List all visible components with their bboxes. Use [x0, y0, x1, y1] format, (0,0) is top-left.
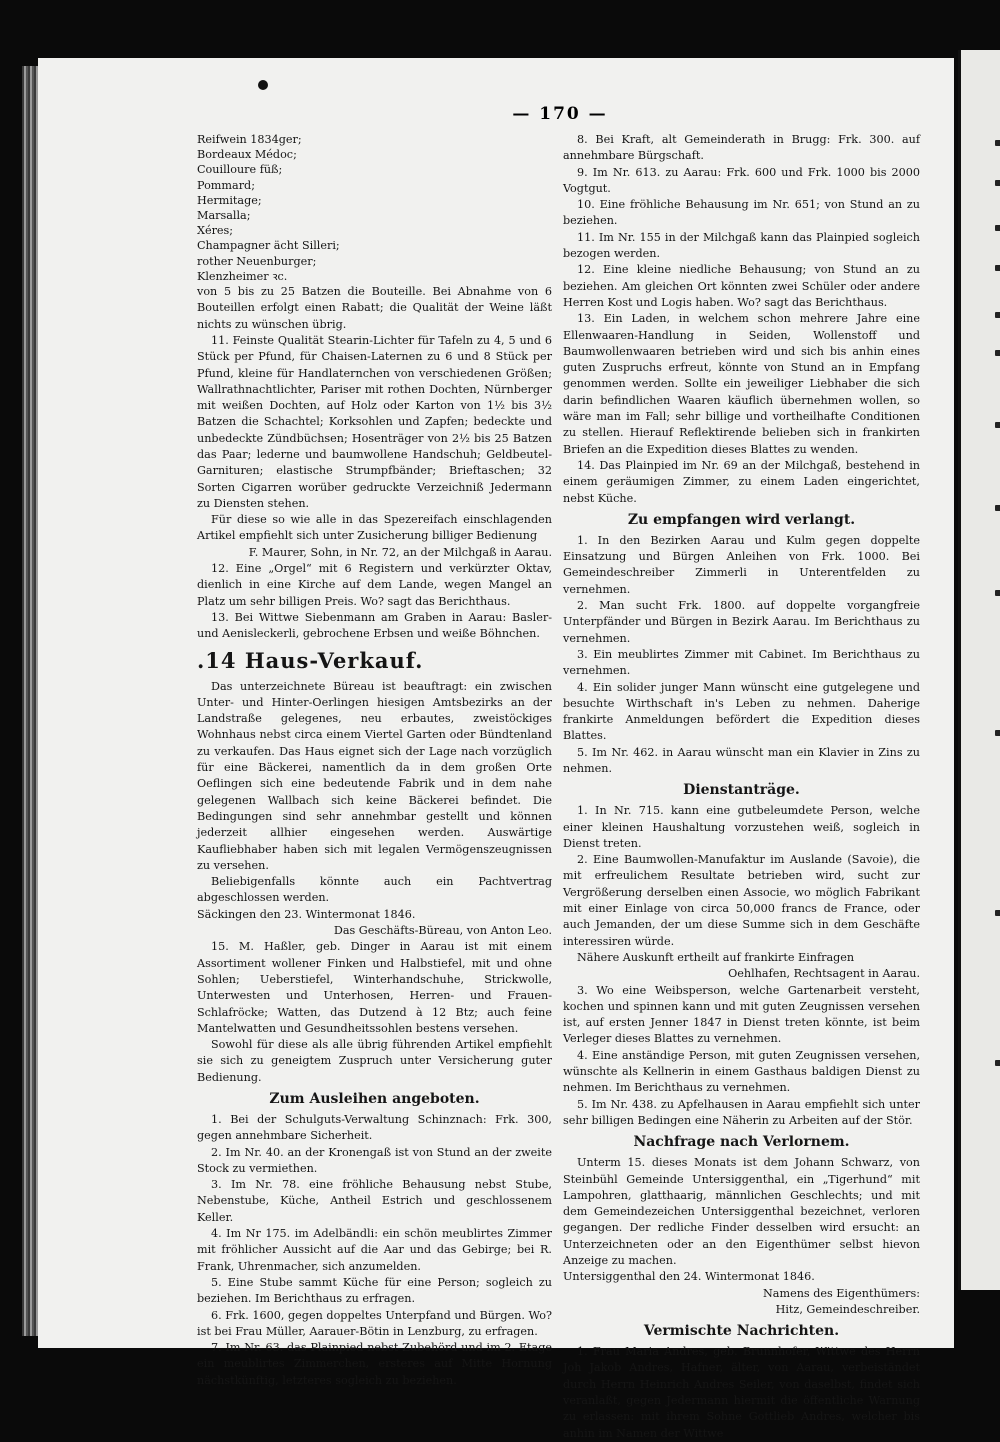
haus-verkauf-text: Das unterzeichnete Büreau ist beauftragt: ein zwischen Unter- und Hinter-Oerlingen hiesigen Amtsbezirks an der Landstraße gelegenes, neu erbautes, zweistöckiges Wohnhaus nebst circa einem Viertel Garten oder Bündtenland zu verkaufen. Das Haus eignet sich der Lage nach vorzüglich für eine Bäckerei, namentlich da in dem großen Orte Oeflingen sich eine bedeutende Fabrik und in dem nahe gelegenen Wallbach sich keine Bäckerei befindet. Die Bedingungen sind sehr annehmbar gestellt und können jederzeit allhier eingesehen werden. Auswärtige Kaufliebhaber haben sich mit legalen Vermögenszeugnissen zu versehen. — [197, 679, 552, 872]
empfangen-item: 2. Man sucht Frk. 1800. auf doppelte vorgangfreie Unterpfänder und Bürgen in Bezirk Aarau. Im Berichthaus zu vernehmen. — [563, 599, 920, 645]
notice-15-recommendation: Sowohl für diese als alle übrig führenden Artikel empfiehlt sie sich zu geneigtem Zuspruch unter Versicherung guter Bedienung. — [197, 1038, 552, 1084]
verloren-heading: Nachfrage nach Verlornem. — [633, 1134, 850, 1151]
dienst-heading: Dienstanträge. — [683, 782, 800, 799]
ausleihen-item: 6. Frk. 1600, gegen doppeltes Unterpfand und Bürgen. Wo? ist bei Frau Müller, Aarauer-Bötin in Lenzburg, zu erfragen. — [197, 1308, 552, 1338]
ausleihen-item: 2. Im Nr. 40. an der Kronengaß ist von Stund an der zweite Stock zu vermiethen. — [197, 1145, 552, 1175]
empfangen-item: 4. Ein solider junger Mann wünscht eine gutgelegene und besuchte Wirthschaft in's Leben zu nehmen. Daherige frankirte Anmeldungen befördert die Expedition dieses Blattes. — [563, 680, 920, 743]
ausleihen-item: 11. Im Nr. 155 in der Milchgaß kann das Plainpied sogleich bezogen werden. — [563, 230, 920, 261]
wine-price: von 5 bis zu 25 Batzen die Bouteille. Bei Abnahme von 6 Bouteillen erfolgt einen Rabatt; die Qualität der Weine läßt nichts zu wünschen übrig. — [197, 285, 552, 331]
empfangen-item: 1. In den Bezirken Aarau und Kulm gegen doppelte Einsatzung und Bürgen Anleihen von Frk. 1000. Bei Gemeindeschreiber Zimmerli in Unterentfelden zu vernehmen. — [563, 533, 920, 596]
ausleihen-heading: Zum Ausleihen angeboten. — [269, 1090, 480, 1107]
notice-11: 11. Feinste Qualität Stearin-Lichter für Tafeln zu 4, 5 und 6 Stück per Pfund, für Chaisen-Laternen zu 6 und 8 Stück per Pfund, kleine für Handlaternchen von verschiedenen Größen; Wallrathnachtlichter, Pariser mit rothen Dochten, Nürnberger mit weißen Dochten, auf Holz oder Karton von 1½ bis 3½ Batzen die Schachtel; Korksohlen und Zapfen; bedeckte und unbedeckte Zündbüchsen; Hosenträger von 2½ bis 25 Batzen das Paar; lederne und baumwollene Handschuh; Geldbeutel-Garnituren; elastische Strumpfbänder; Brieftaschen; 32 Sorten Cigarren worüber gedruckte Verzeichniß Jedermann zu Diensten stehen. — [197, 333, 552, 510]
dienst-item: 1. In Nr. 715. kann eine gutbeleumdete Person, welche einer kleinen Haushaltung vorzustehen weiß, sogleich in Dienst treten. — [563, 804, 920, 850]
ausleihen-item: 13. Ein Laden, in welchem schon mehrere Jahre eine Ellenwaaren-Handlung in Seiden, Wollenstoff und Baumwollenwaaren betrieben wird und sich bis anhin eines guten Zuspruchs erfreut, könnte von Stund an in Empfang genommen werden. Sollte ein jeweiliger Liebhaber die sich darin befindlichen Waaren käuflich übernehmen wollen, so wäre man im Fall; sehr billige und vortheilhafte Conditionen zu stellen. Hierauf Reflektirende belieben sich in frankirten Briefen an die Expedition dieses Blattes zu wenden. — [563, 312, 920, 456]
vermischte-heading: Vermischte Nachrichten. — [643, 1323, 840, 1340]
wine-item: rother Neuenburger; — [197, 254, 317, 268]
haus-verkauf-date: Säckingen den 23. Wintermonat 1846. — [197, 907, 416, 921]
empfangen-item: 5. Im Nr. 462. in Aarau wünscht man ein Klavier in Zins zu nehmen. — [563, 745, 920, 775]
notice-11-signature: F. Maurer, Sohn, in Nr. 72, an der Milchgaß in Aarau. — [248, 545, 552, 559]
dienst-signature: Oehlhafen, Rechtsagent in Aarau. — [728, 967, 920, 981]
verloren-signature: Hitz, Gemeindeschreiber. — [775, 1302, 920, 1316]
haus-verkauf-heading: .14 Haus-Verkauf. — [197, 647, 424, 673]
wine-item: Bordeaux Médoc; — [197, 148, 297, 162]
wine-item: Reifwein 1834ger; — [197, 133, 302, 146]
wine-item: Xéres; — [197, 224, 234, 238]
wine-item: Klenzheimer ꝛc. — [197, 269, 288, 283]
ausleihen-item: 4. Im Nr 175. im Adelbändli: ein schön meublirtes Zimmer mit fröhlicher Aussicht auf die Aar und das Gebirge; bei R. Frank, Uhrenmacher, sich anzumelden. — [197, 1227, 552, 1273]
wine-list — [197, 132, 552, 284]
dienst-item: 5. Im Nr. 438. zu Apfelhausen in Aarau empfiehlt sich unter sehr billigen Bedingen eine Näherin zu Arbeiten auf der Stör. — [563, 1097, 920, 1127]
notice-13: 13. Bei Wittwe Siebenmann am Graben in Aarau: Basler- und Aenisleckerli, gebrochene Erbsen und weiße Böhnchen. — [197, 610, 552, 641]
empfangen-heading: Zu empfangen wird verlangt. — [627, 511, 856, 528]
ausleihen-item: 12. Eine kleine niedliche Behausung; von Stund an zu beziehen. Am gleichen Ort könnten zwei Schüler oder andere Herren Kost und Logis haben. Wo? sagt das Berichthaus. — [563, 263, 920, 309]
left-column — [197, 132, 552, 1389]
notice-15: 15. M. Haßler, geb. Dinger in Aarau ist mit einem Assortiment wollener Finken und Halbstiefel, mit und ohne Sohlen; Ueberstiefel, Winterhandschuhe, Strickwolle, Unterwesten und Unterhosen, Herren- und Frauen-Schlafröcke; Watten, das Dutzend à 12 Btz; auch feine Mantelwatten und Gesundheitssohlen bestens versehen. — [197, 940, 552, 1035]
dienst-item: 4. Eine anständige Person, mit guten Zeugnissen versehen, wünschte als Kellnerin in einem Gasthaus baldigen Dienst zu nehmen. Im Berichthaus zu vernehmen. — [563, 1048, 920, 1095]
wine-item: Couilloure füß; — [197, 163, 283, 177]
wine-item: Marsalla; — [197, 209, 251, 223]
verloren-signature-line: Namens des Eigenthümers: — [763, 1286, 920, 1300]
ausleihen-item: 1. Bei der Schulguts-Verwaltung Schinznach: Frk. 300, gegen annehmbare Sicherheit. — [197, 1112, 552, 1143]
verloren-text: Unterm 15. dieses Monats ist dem Johann Schwarz, von Steinbühl Gemeinde Untersiggenthal, ein „Tigerhund“ mit Lampohren, glatthaarig, männlichen Geschlechts; und mit dem Gemeindezeichen Untersiggenthal bezeichnet, verloren gegangen. Der redliche Finder desselben wird ersucht: an Unterzeichneten oder an den Eigenthümer selbst hievon Anzeige zu machen. — [563, 1156, 920, 1267]
ausleihen-item: 9. Im Nr. 613. zu Aarau: Frk. 600 und Frk. 1000 bis 2000 Vogtgut. — [563, 165, 920, 195]
notice-11-recommendation: Für diese so wie alle in das Spezereifach einschlagenden Artikel empfiehlt sich unter Zusicherung billiger Bedienung — [197, 513, 552, 543]
ausleihen-item: 8. Bei Kraft, alt Gemeinderath in Brugg: Frk. 300. auf annehmbare Bürgschaft. — [563, 133, 920, 163]
empfangen-item: 3. Ein meublirtes Zimmer mit Cabinet. Im Berichthaus zu vernehmen. — [563, 647, 920, 678]
wine-item: Pommard; — [197, 178, 255, 192]
haus-verkauf-signature: Das Geschäfts-Büreau, von Anton Leo. — [333, 924, 552, 938]
notice-12: 12. Eine „Orgel“ mit 6 Registern und verkürzter Oktav, dienlich in eine Kirche auf dem Lande, wegen Mangel an Platz um sehr billigen Preis. Wo? sagt das Berichthaus. — [197, 562, 552, 608]
ausleihen-item: 14. Das Plainpied im Nr. 69 an der Milchgaß, bestehend in einem geräumigen Zimmer, zu einem Laden eingerichtet, nebst Küche. — [563, 458, 920, 505]
haus-verkauf-lease: Beliebigenfalls könnte auch ein Pachtvertrag abgeschlossen werden. — [197, 875, 552, 905]
dienst-item: 2. Eine Baumwollen-Manufaktur im Auslande (Savoie), die mit erfreulichem Resultate betrieben wird, sucht zur Vergrößerung derselben einen Associe, wo möglich Fabrikant mit einer Einlage von circa 50,000 francs de France, oder auch Jemanden, der um diese Summe sich in dem Geschäfte interessiren würde. — [563, 853, 920, 948]
ausleihen-item: 7. Im Nr. 63. das Plainpied nebst Zubehörd und im 2. Etage ein meublirtes Zimmerchen, ersteres auf Mitte Hornung nächstkünftig, letzteres sogleich zu beziehen. — [197, 1341, 552, 1387]
ausleihen-item: 3. Im Nr. 78. eine fröhliche Behausung nebst Stube, Nebenstube, Küche, Antheil Estrich und geschlossenem Keller. — [197, 1178, 552, 1224]
dienst-info: Nähere Auskunft ertheilt auf frankirte Einfragen — [577, 950, 855, 964]
vermischte-item: 1. Frau Maria Andres, geb. Brunnhofer, Wittwe des Herrn Joh Jakob Andres, Hafner, älter, von Aarau, verbeiständet durch Herrn Heinrich Andres Seiler, von daselbst, findet sich veranlaßt, gegen Jedermann hiermit die öffentliche Warnung zu erlassen: mit ihrem Sohne Gottlieb Andres, welcher bis anhin im Namen der Wittwe — [563, 1345, 920, 1440]
ink-dot — [258, 80, 268, 90]
ausleihen-item: 5. Eine Stube sammt Küche für eine Person; sogleich zu beziehen. Im Berichthaus zu erfragen. — [197, 1275, 552, 1306]
dienst-item: 3. Wo eine Weibsperson, welche Gartenarbeit versteht, kochen und spinnen kann und mit guten Zeugnissen versehen ist, auf ersten Jenner 1847 in Dienst treten könnte, ist beim Verleger dieses Blattes zu vernehmen. — [563, 983, 920, 1046]
wine-item: Champagner ächt Silleri; — [197, 239, 340, 253]
wine-item: Hermitage; — [197, 193, 262, 207]
page-number: — 170 — — [512, 104, 608, 124]
verloren-date: Untersiggenthal den 24. Wintermonat 1846. — [563, 1270, 815, 1284]
ausleihen-item: 10. Eine fröhliche Behausung im Nr. 651; von Stund an zu beziehen. — [563, 198, 920, 228]
adjacent-page-edge — [958, 50, 1000, 1290]
right-column — [563, 132, 920, 1442]
